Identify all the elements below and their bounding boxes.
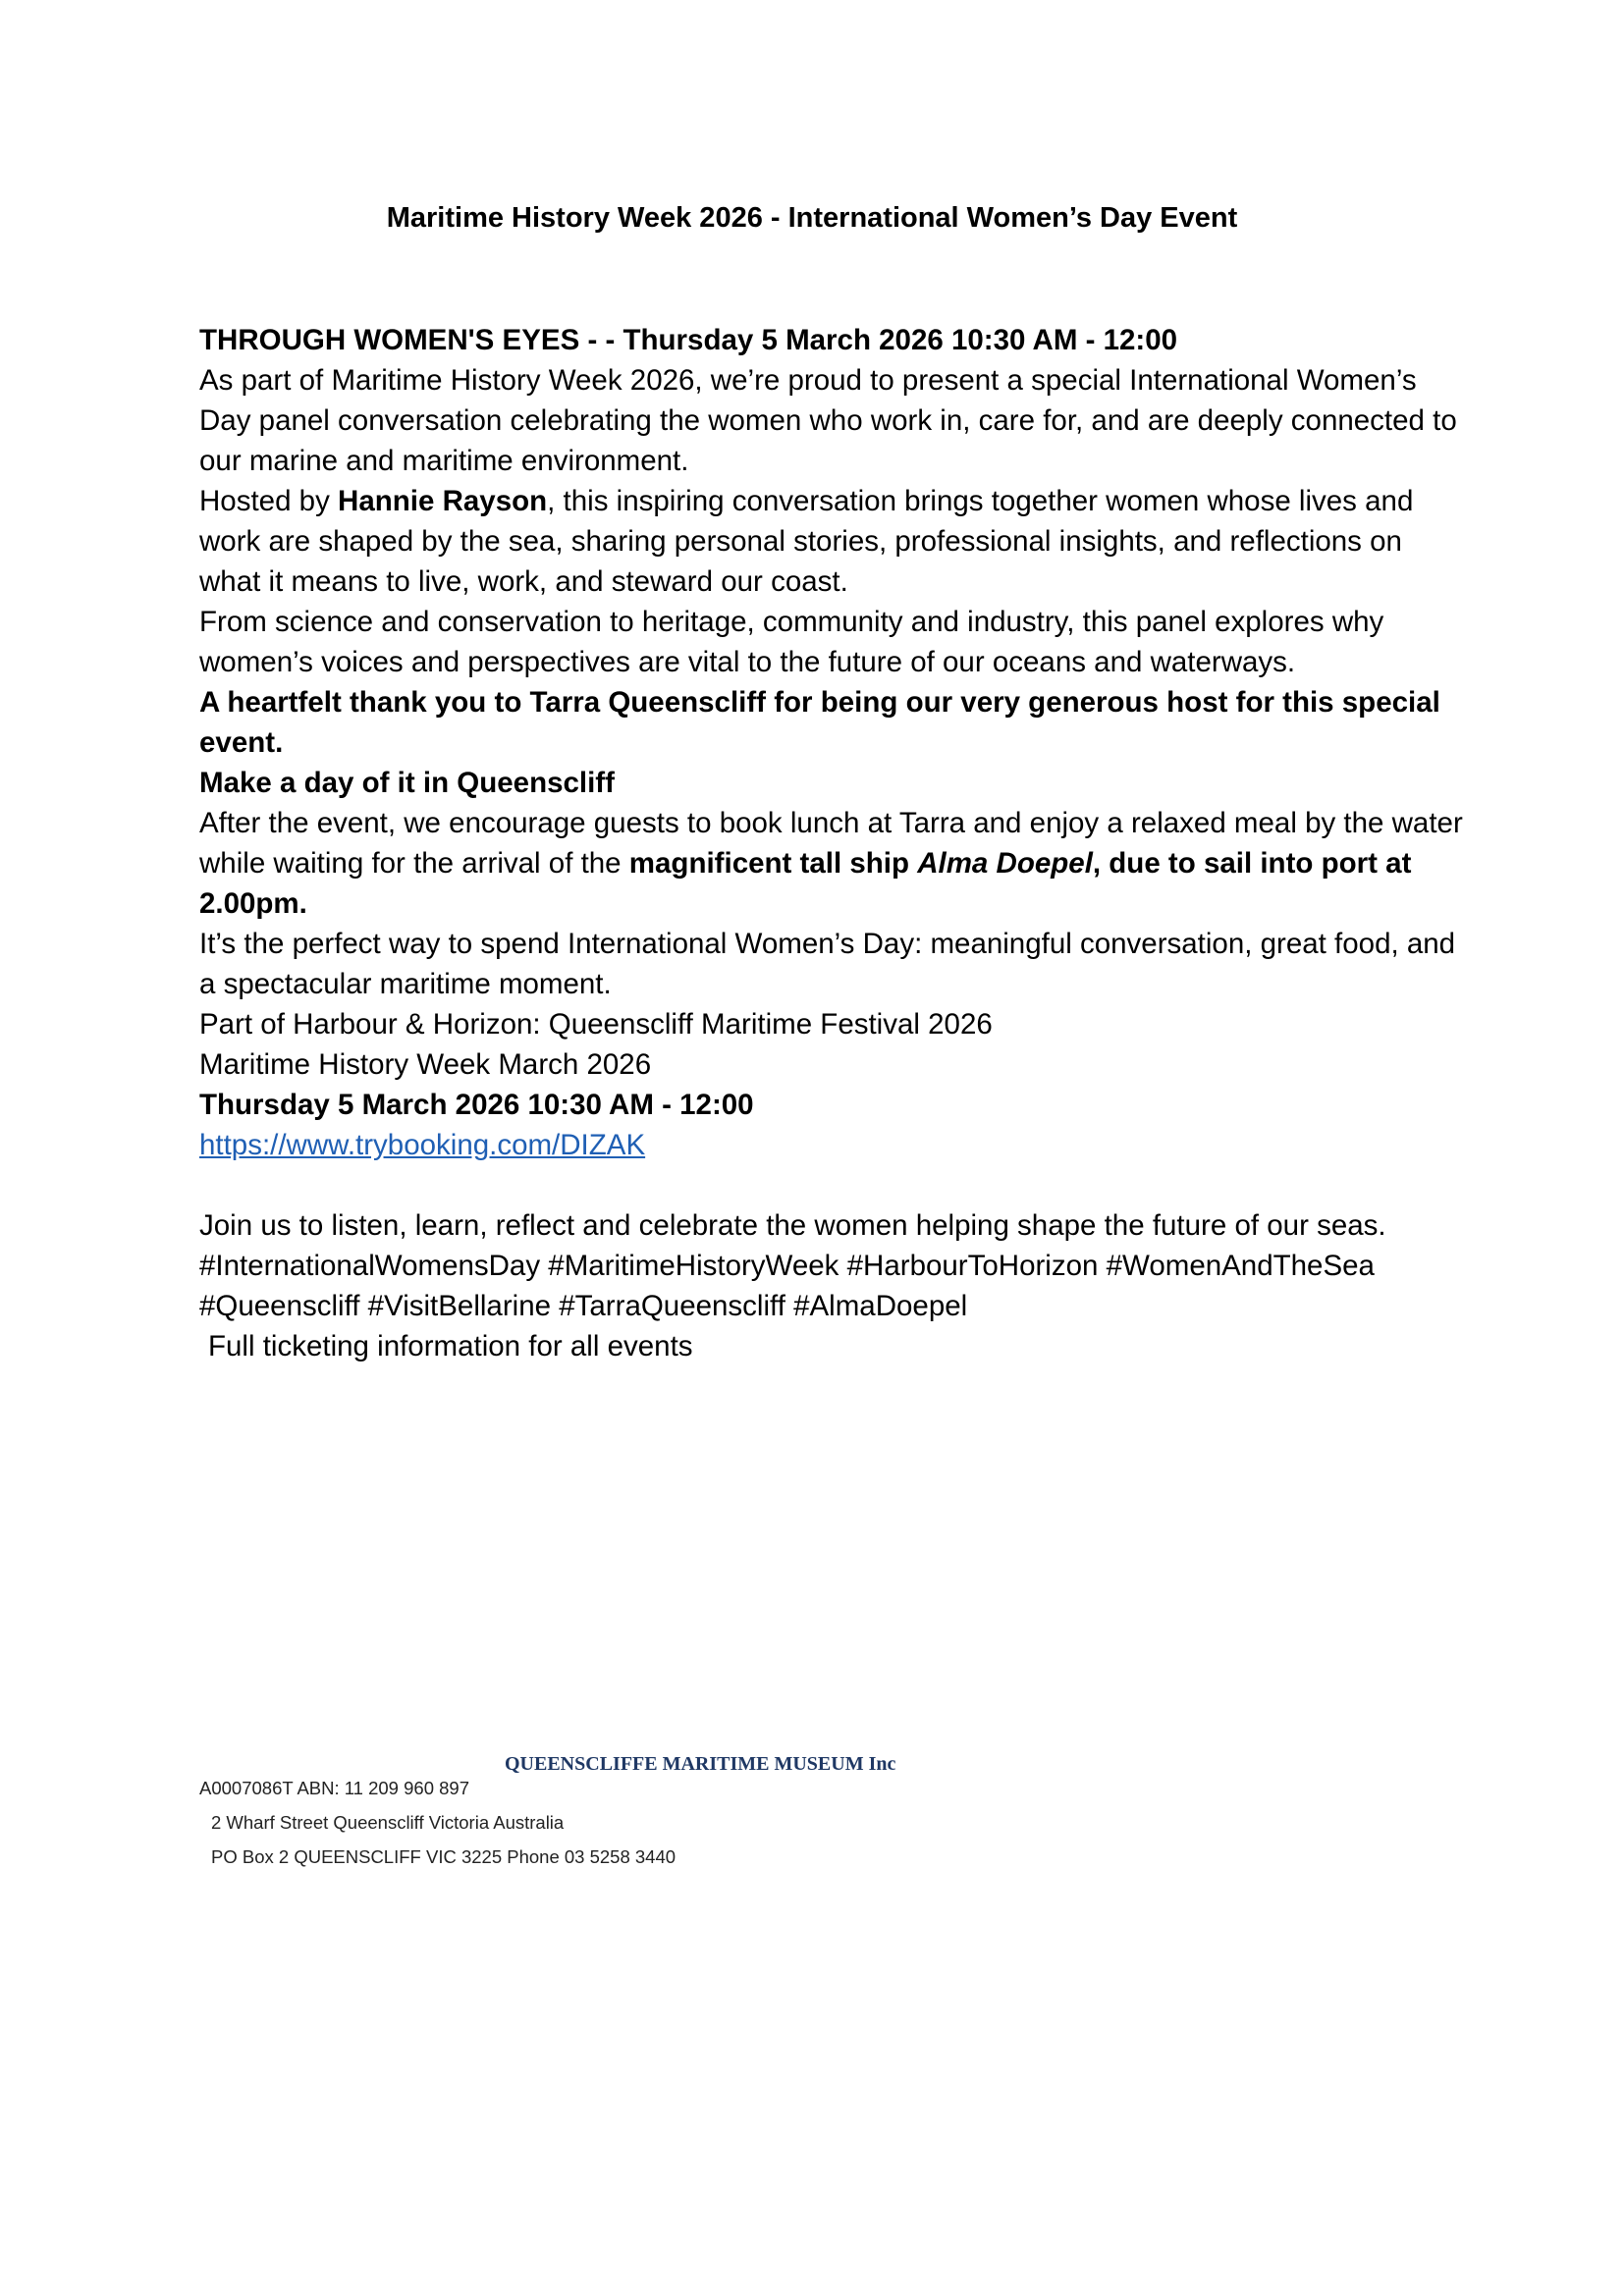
event-datetime: Thursday 5 March 2026 10:30 AM - 12:00 xyxy=(199,1089,754,1121)
hashtags-line-1: #InternationalWomensDay #MaritimeHistoryWeek #HarbourToHorizon #WomenAndTheSea xyxy=(199,1250,1375,1282)
ticketing-line: Full ticketing information for all events xyxy=(208,1330,693,1362)
host-name: Hannie Rayson xyxy=(338,485,548,517)
footer-po-box: PO Box 2 QUEENSCLIFF VIC 3225 Phone 03 5258 3440 xyxy=(211,1846,677,1867)
after-event-paragraph xyxy=(199,803,1466,924)
document-body xyxy=(199,320,1466,1366)
spacer xyxy=(199,1165,1466,1205)
history-week-line: Maritime History Week March 2026 xyxy=(199,1048,652,1081)
booking-link[interactable]: https://www.trybooking.com/DIZAK xyxy=(199,1129,646,1161)
day-heading: Make a day of it in Queenscliff xyxy=(199,767,615,799)
event-heading: THROUGH WOMEN'S EYES - - Thursday 5 March 2026 10:30 AM - 12:00 xyxy=(199,324,1178,356)
footer-abn: A0007086T ABN: 11 209 960 897 xyxy=(199,1778,469,1798)
host-prefix: Hosted by xyxy=(199,485,339,517)
host-paragraph xyxy=(199,481,1466,602)
hashtags-line-2: #Queenscliff #VisitBellarine #TarraQueenscliff #AlmaDoepel xyxy=(199,1290,968,1322)
intro-paragraph: As part of Maritime History Week 2026, we’re proud to present a special International Women’s Day panel conversation celebrating the women who work in, care for, and are deeply connected to our marine and maritime environment. xyxy=(199,364,1457,477)
perfect-way-paragraph: It’s the perfect way to spend International Women’s Day: meaningful conversation, great food, and a spectacular maritime moment. xyxy=(199,928,1456,1000)
thanks-paragraph: A heartfelt thank you to Tarra Queenscliff for being our very generous host for this special event. xyxy=(199,686,1440,759)
join-paragraph: Join us to listen, learn, reflect and celebrate the women helping shape the future of our seas. xyxy=(199,1209,1386,1242)
ship-name: Alma Doepel xyxy=(917,847,1093,880)
after-bold-end: , due to sail into port at 2.00pm. xyxy=(199,847,1412,920)
panel-paragraph: From science and conservation to heritage, community and industry, this panel explores why women’s voices and perspectives are vital to the future of our oceans and waterways. xyxy=(199,606,1384,678)
after-prefix: After the event, we encourage guests to book lunch at Tarra and enjoy a relaxed meal by the water while waiting for the arrival of the xyxy=(199,807,1463,880)
footer-address: 2 Wharf Street Queenscliff Victoria Australia xyxy=(211,1812,565,1833)
after-bold: magnificent tall ship xyxy=(628,847,918,880)
footer-organization: QUEENSCLIFFE MARITIME MUSEUM Inc xyxy=(505,1753,896,1775)
page-title: Maritime History Week 2026 - International Women’s Day Event xyxy=(386,202,1238,234)
part-of-line: Part of Harbour & Horizon: Queenscliff Maritime Festival 2026 xyxy=(199,1008,993,1041)
host-suffix: , this inspiring conversation brings together women whose lives and work are shaped by the sea, sharing personal stories, professional insights, and reflections on what it means to live, work, and steward our coast. xyxy=(199,485,1414,598)
